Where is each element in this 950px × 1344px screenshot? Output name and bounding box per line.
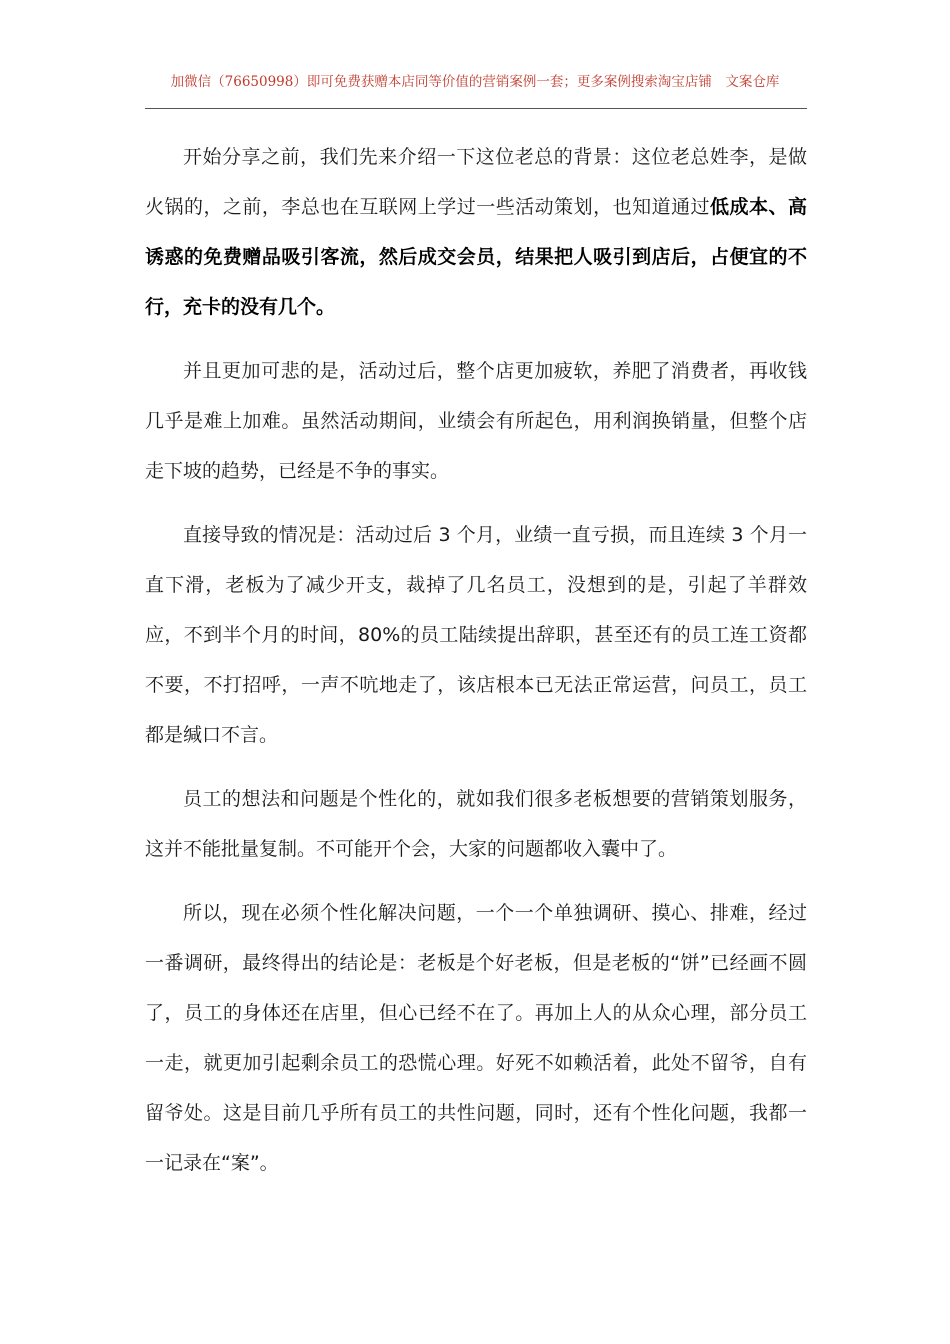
document-body	[145, 132, 807, 1202]
paragraph-consequence: 直接导致的情况是：活动过后 3 个月，业绩一直亏损，而且连续 3 个月一直下滑，老板为了减少开支，裁掉了几名员工，没想到的是，引起了羊群效应，不到半个月的时间，80%的员工陆续提出辞职，甚至还有的员工连工资都不要，不打招呼，一声不吭地走了，该店根本已无法正常运营，问员工，员工都是缄口不言。	[145, 524, 807, 746]
paragraph-text: 开始分享之前，我们先来介绍一下这位老总的背景：这位老总姓李，是做火锅的，之前，李总也在互联网上学过一些活动策划，也知道通过	[145, 146, 807, 218]
paragraph-sad-result: 并且更加可悲的是，活动过后，整个店更加疲软，养肥了消费者，再收钱几乎是难上加难。虽然活动期间，业绩会有所起色，用利润换销量，但整个店走下坡的趋势，已经是不争的事实。	[145, 360, 807, 482]
paragraph-personalized: 员工的想法和问题是个性化的，就如我们很多老板想要的营销策划服务，这并不能批量复制。不可能开个会，大家的问题都收入囊中了。	[145, 788, 807, 860]
paragraph-conclusion: 所以，现在必须个性化解决问题，一个一个单独调研、摸心、排难，经过一番调研，最终得出的结论是：老板是个好老板，但是老板的“饼”已经画不圆了，员工的身体还在店里，但心已经不在了。再加上人的从众心理，部分员工一走，就更加引起剩余员工的恐慌心理。好死不如赖活着，此处不留爷，自有留爷处。这是目前几乎所有员工的共性问题，同时，还有个性化问题，我都一一记录在“案”。	[145, 902, 807, 1174]
page-header-promo: 加微信（76650998）即可免费获赠本店同等价值的营销案例一套；更多案例搜索淘宝店铺 文案仓库	[170, 74, 780, 90]
paragraph-bold-text: 低成本、高诱惑的免费赠品吸引客流，然后成交会员，结果把人吸引到店后，占便宜的不行，充卡的没有几个。	[145, 196, 807, 318]
paragraph-background	[145, 132, 807, 332]
header-divider	[145, 108, 807, 109]
